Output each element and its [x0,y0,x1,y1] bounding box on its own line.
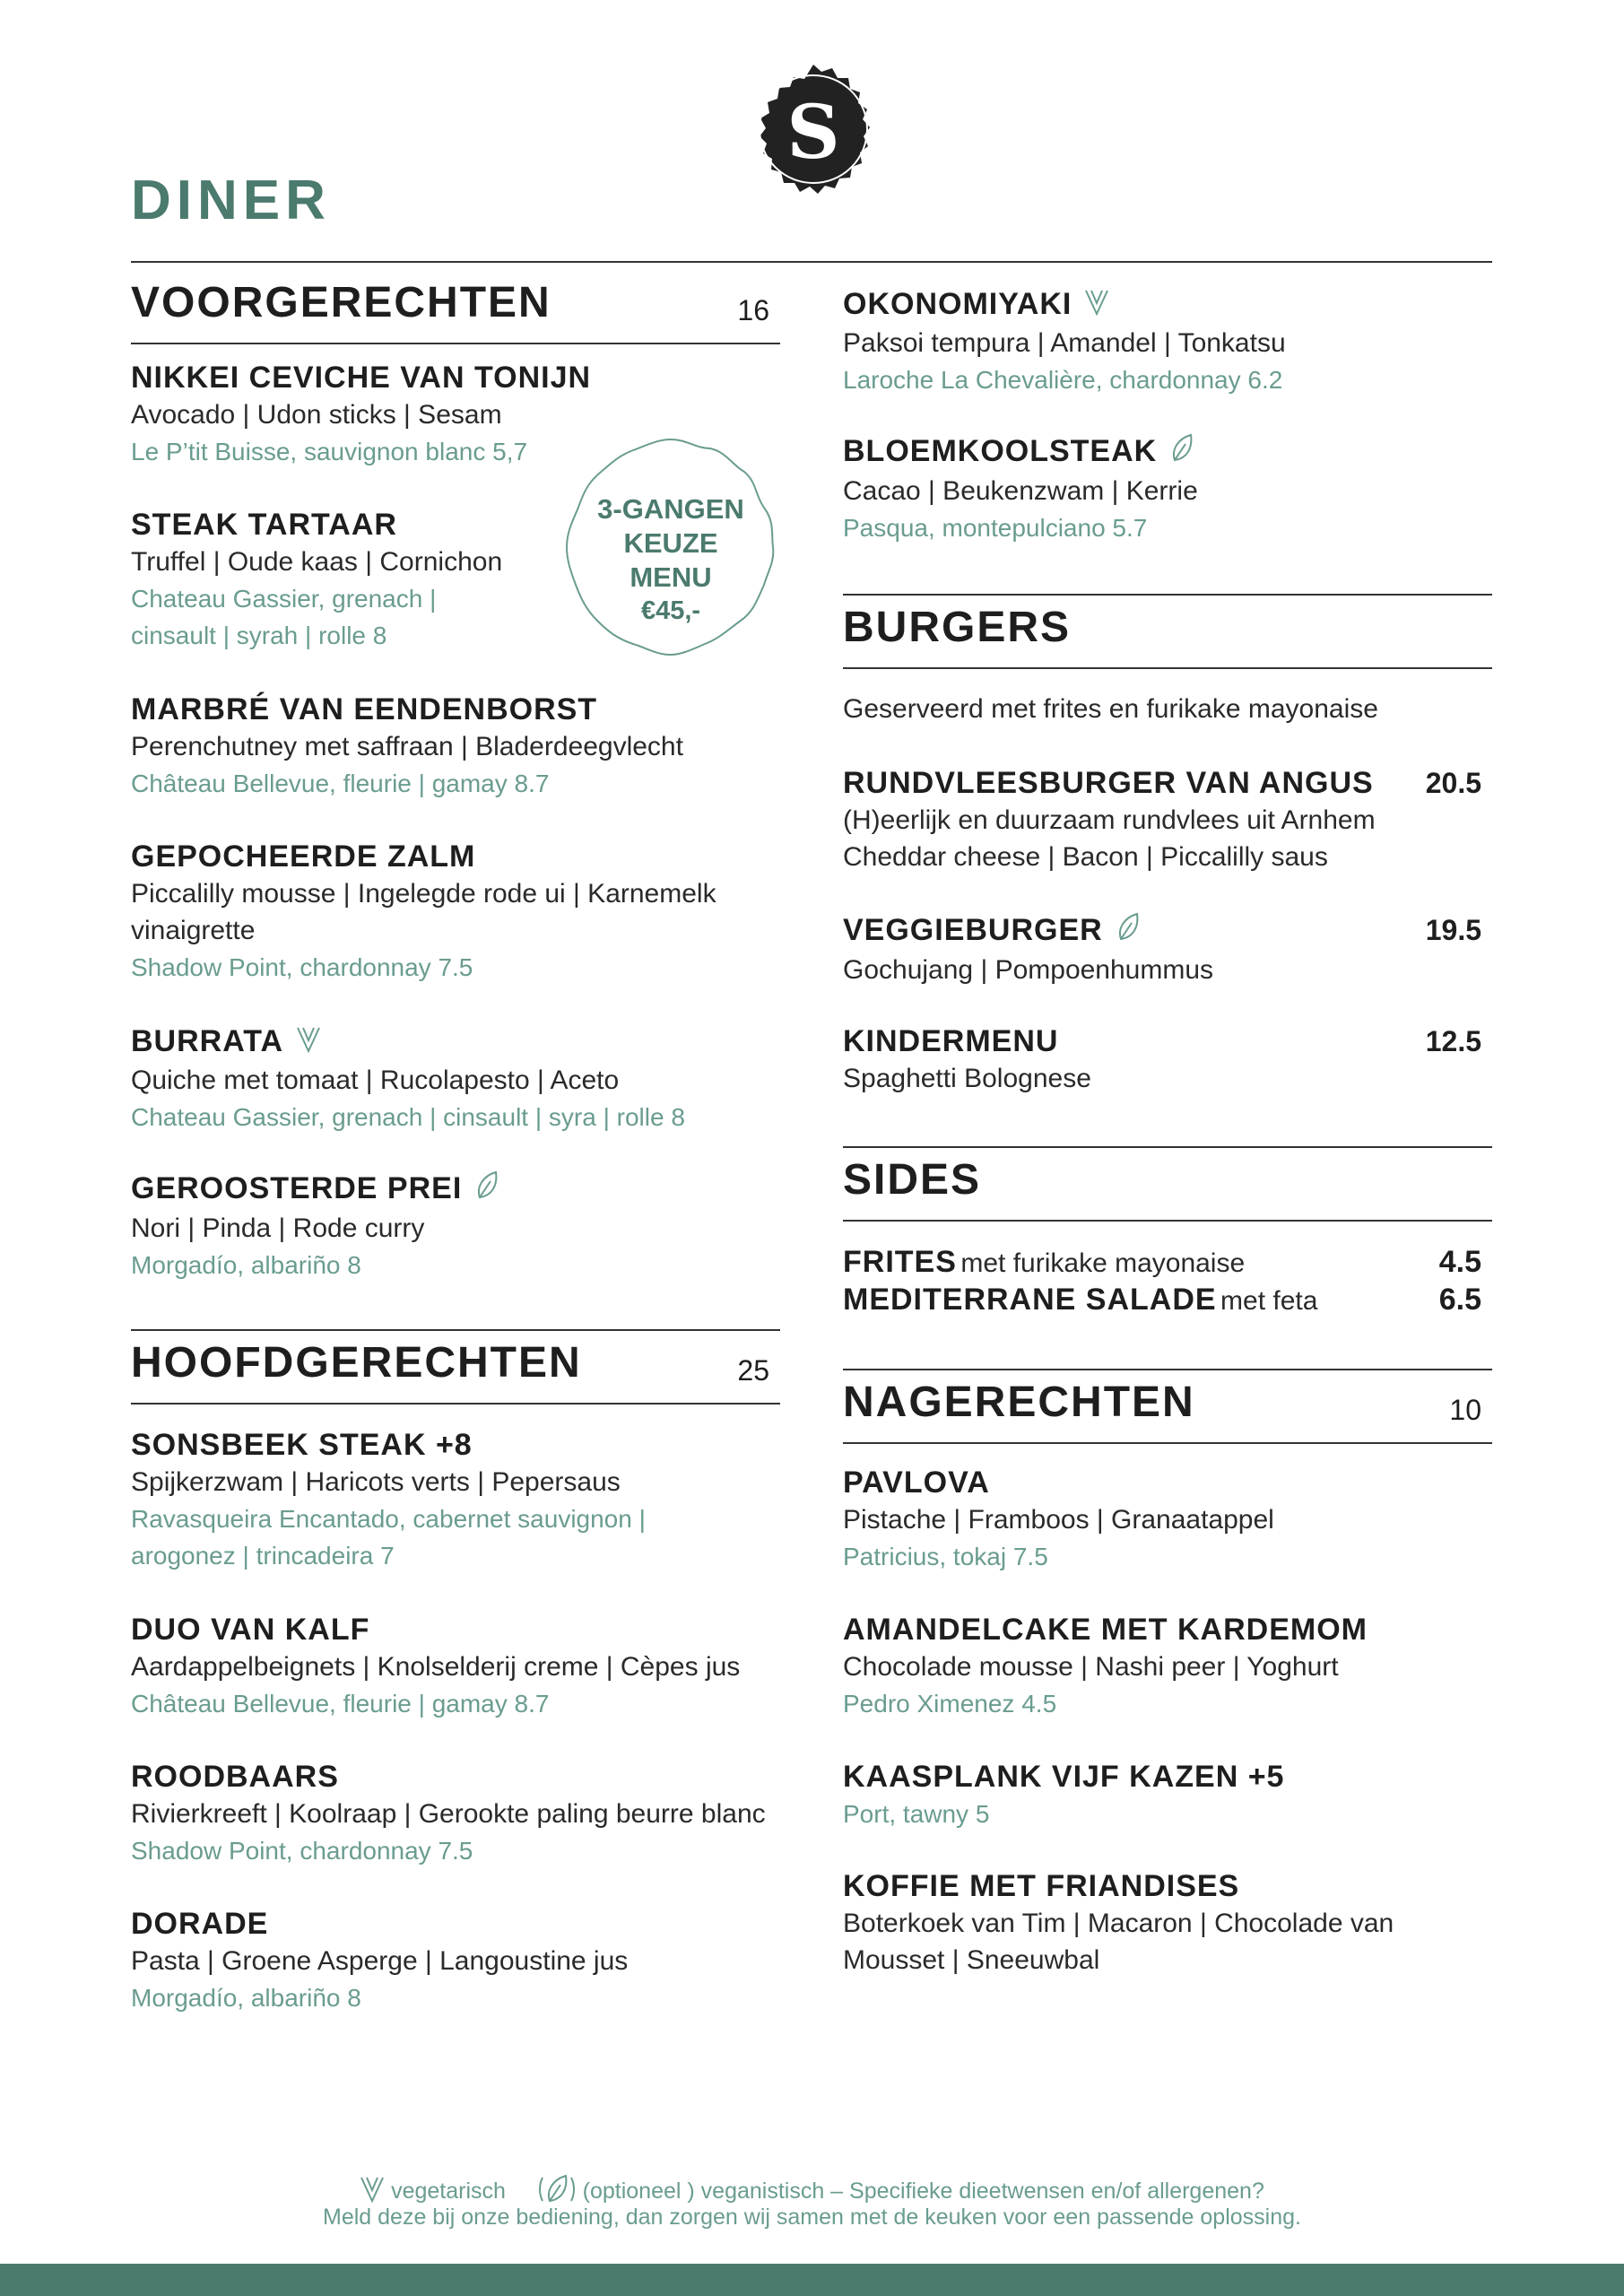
section-burgers [843,594,1492,669]
footer-vegan-label: (optioneel ) veganistisch – Specifieke dieetwensen en/of allergenen? [582,2179,1264,2205]
dish-desc: Pasta | Groene Asperge | Langoustine jus [131,1946,629,1976]
dish-item [131,1170,780,1283]
dish-desc: Pistache | Framboos | Granaatappel [843,1505,1274,1535]
dish-price: 12.5 [1425,1025,1481,1057]
svg-text:MENU: MENU [630,561,712,593]
dish-item [843,764,1492,875]
dish-item [131,1426,780,1574]
section-voorgerechten [131,271,780,344]
vegan-leaf-icon [474,1170,499,1210]
dish-wine: Patricius, tokaj 7.5 [843,1543,1048,1570]
dish-name: DORADE [131,1907,269,1941]
dish-name: BURRATA [131,1022,780,1062]
dish-desc: Chocolade mousse | Nashi peer | Yoghurt [843,1652,1339,1682]
dish-item [843,911,1492,988]
dish-price: 20.5 [1425,767,1481,799]
bottom-bar [0,2264,1624,2296]
dish-desc-2: Cheddar cheese | Bacon | Piccalilly saus [843,842,1328,872]
footer-note: Meld deze bij onze bediening, dan zorgen wij samen met de keuken voor een passende oplossing. [323,2205,1301,2230]
section-price: 16 [737,294,769,326]
dish-wine: Chateau Gassier, grenach | cinsault | syra | rolle 8 [131,1103,685,1132]
side-extra: met furikake mayonaise [960,1248,1246,1278]
burgers-intro [843,694,1492,725]
section-title: BURGERS [843,604,1072,651]
dish-name: STEAK TARTAAR [131,508,397,542]
dish-name: GEROOSTERDE PREI [131,1170,780,1210]
dish-item [131,1022,780,1135]
dish-wine: Shadow Point, chardonnay 7.5 [131,1837,473,1865]
vegetarian-icon [1084,287,1109,325]
section-title: NAGERECHTEN [843,1378,1195,1426]
footer-veg-label: vegetarisch [391,2179,506,2205]
dish-desc: Rivierkreeft | Koolraap | Gerookte paling beurre blanc [131,1799,766,1829]
dish-desc: Spaghetti Bolognese [843,1064,1091,1093]
dish-wine: Pedro Ximenez 4.5 [843,1690,1057,1718]
dish-item [131,691,780,802]
dish-name: MARBRÉ VAN EENDENBORST [131,692,598,726]
dish-name: SONSBEEK STEAK +8 [131,1428,473,1462]
divider [131,261,1492,263]
side-price: 6.5 [1438,1283,1481,1317]
side-extra: met feta [1220,1286,1318,1316]
dish-name: KINDERMENU [843,1024,1059,1058]
dish-desc-2: vinaigrette [131,916,256,945]
dish-item [843,1611,1492,1722]
burgers-intro-text: Geserveerd met frites en furikake mayonaise [843,694,1378,724]
section-title: SIDES [843,1156,982,1204]
side-name: FRITES [843,1245,957,1279]
section-header [131,271,780,344]
dish-price: 19.5 [1425,914,1481,946]
dish-wine: Morgadío, albariño 8 [131,1984,361,2012]
dish-item [843,285,1492,398]
dish-item [843,1022,1492,1097]
dish-desc: Avocado | Udon sticks | Sesam [131,400,502,430]
three-course-badge [561,436,780,658]
dish-desc: Piccalilly mousse | Ingelegde rode ui | Karnemelk [131,879,716,909]
svg-text:KEUZE: KEUZE [623,527,718,559]
dish-desc: Aardappelbeignets | Knolselderij creme | Cèpes jus [131,1652,741,1682]
right-top-list [843,285,1492,554]
dish-wine: Le P’tit Buisse, sauvignon blanc 5,7 [131,438,528,465]
section-header [843,594,1492,669]
dish-name: ROODBAARS [131,1760,339,1794]
dish-item [131,838,780,986]
dish-wine: Morgadío, albariño 8 [131,1251,361,1280]
dish-name: BLOEMKOOLSTEAK [843,432,1492,473]
section-title: VOORGERECHTEN [131,279,551,326]
logo [743,61,884,203]
svg-text:S: S [786,90,840,176]
section-nagerechten [843,1369,1492,1444]
dish-wine: Laroche La Chevalière, chardonnay 6.2 [843,366,1283,395]
dish-desc: Cacao | Beukenzwam | Kerrie [843,476,1198,507]
dish-desc-2: Mousset | Sneeuwbal [843,1945,1100,1975]
dish-item [843,1758,1492,1832]
vegan-leaf-icon [1116,912,1141,952]
section-price: 10 [1449,1394,1481,1426]
vegan-leaf-icon [1169,433,1194,473]
dish-wine: Château Bellevue, fleurie | gamay 8.7 [131,1690,550,1718]
dish-desc: Quiche met tomaat | Rucolapesto | Aceto [131,1065,620,1096]
dish-desc: Perenchutney met saffraan | Bladerdeegvlecht [131,732,683,761]
section-title: HOOFDGERECHTEN [131,1339,582,1387]
dish-desc: Spijkerzwam | Haricots verts | Pepersaus [131,1467,621,1497]
dish-wine: Château Bellevue, fleurie | gamay 8.7 [131,770,550,797]
dish-item [131,1611,780,1722]
dish-name: GEPOCHEERDE ZALM [131,839,476,874]
dish-wine: Shadow Point, chardonnay 7.5 [131,953,473,981]
nagerechten-list [843,1464,1492,2002]
dish-item [843,1867,1492,1979]
sides-list [843,1245,1492,1326]
dish-desc: (H)eerlijk en duurzaam rundvlees uit Arnhem [843,805,1376,835]
svg-text:€45,-: €45,- [640,596,701,625]
dish-desc: Paksoi tempura | Amandel | Tonkatsu [843,328,1286,359]
dish-wine: Chateau Gassier, grenach | [131,585,437,613]
section-header [843,1369,1492,1444]
dish-name: PAVLOVA [843,1465,990,1500]
dish-desc: Nori | Pinda | Rode curry [131,1213,425,1244]
dish-item [843,432,1492,546]
dish-item [131,1758,780,1869]
dish-desc: Truffel | Oude kaas | Cornichon [131,547,503,577]
section-price: 25 [737,1354,769,1387]
section-hoofdgerechten [131,1329,780,1405]
dish-name: DUO VAN KALF [131,1613,370,1647]
dish-name: OKONOMIYAKI [843,285,1492,325]
page-title: DINER [131,170,331,231]
dish-item [843,1464,1492,1575]
section-header [843,1146,1492,1222]
section-sides [843,1146,1492,1222]
side-price: 4.5 [1438,1245,1481,1279]
dish-name: VEGGIEBURGER [843,911,1492,952]
dish-wine: Pasqua, montepulciano 5.7 [843,514,1148,543]
side-item [843,1283,1492,1320]
side-item [843,1245,1492,1283]
dish-wine-2: cinsault | syrah | rolle 8 [131,622,387,649]
dish-wine-2: arogonez | trincadeira 7 [131,1542,395,1570]
section-header [131,1329,780,1405]
hoofdgerechten-list [131,1426,780,2027]
vegetarian-icon [296,1024,321,1062]
dish-item [131,1905,780,2016]
dish-wine: Port, tawny 5 [843,1800,990,1828]
dish-name: KOFFIE MET FRIANDISES [843,1869,1240,1903]
dish-desc: Gochujang | Pompoenhummus [843,955,1214,986]
dish-wine: Ravasqueira Encantado, cabernet sauvignon | [131,1505,646,1533]
side-name: MEDITERRANE SALADE [843,1283,1217,1317]
dish-name: NIKKEI CEVICHE VAN TONIJN [131,361,592,395]
dish-name: AMANDELCAKE MET KARDEMOM [843,1613,1368,1647]
svg-text:3-GANGEN: 3-GANGEN [597,493,744,525]
dish-name: KAASPLANK VIJF KAZEN +5 [843,1760,1285,1794]
burgers-list [843,764,1492,1105]
dish-desc: Boterkoek van Tim | Macaron | Chocolade van [843,1909,1394,1938]
dish-name: RUNDVLEESBURGER VAN ANGUS [843,766,1374,800]
